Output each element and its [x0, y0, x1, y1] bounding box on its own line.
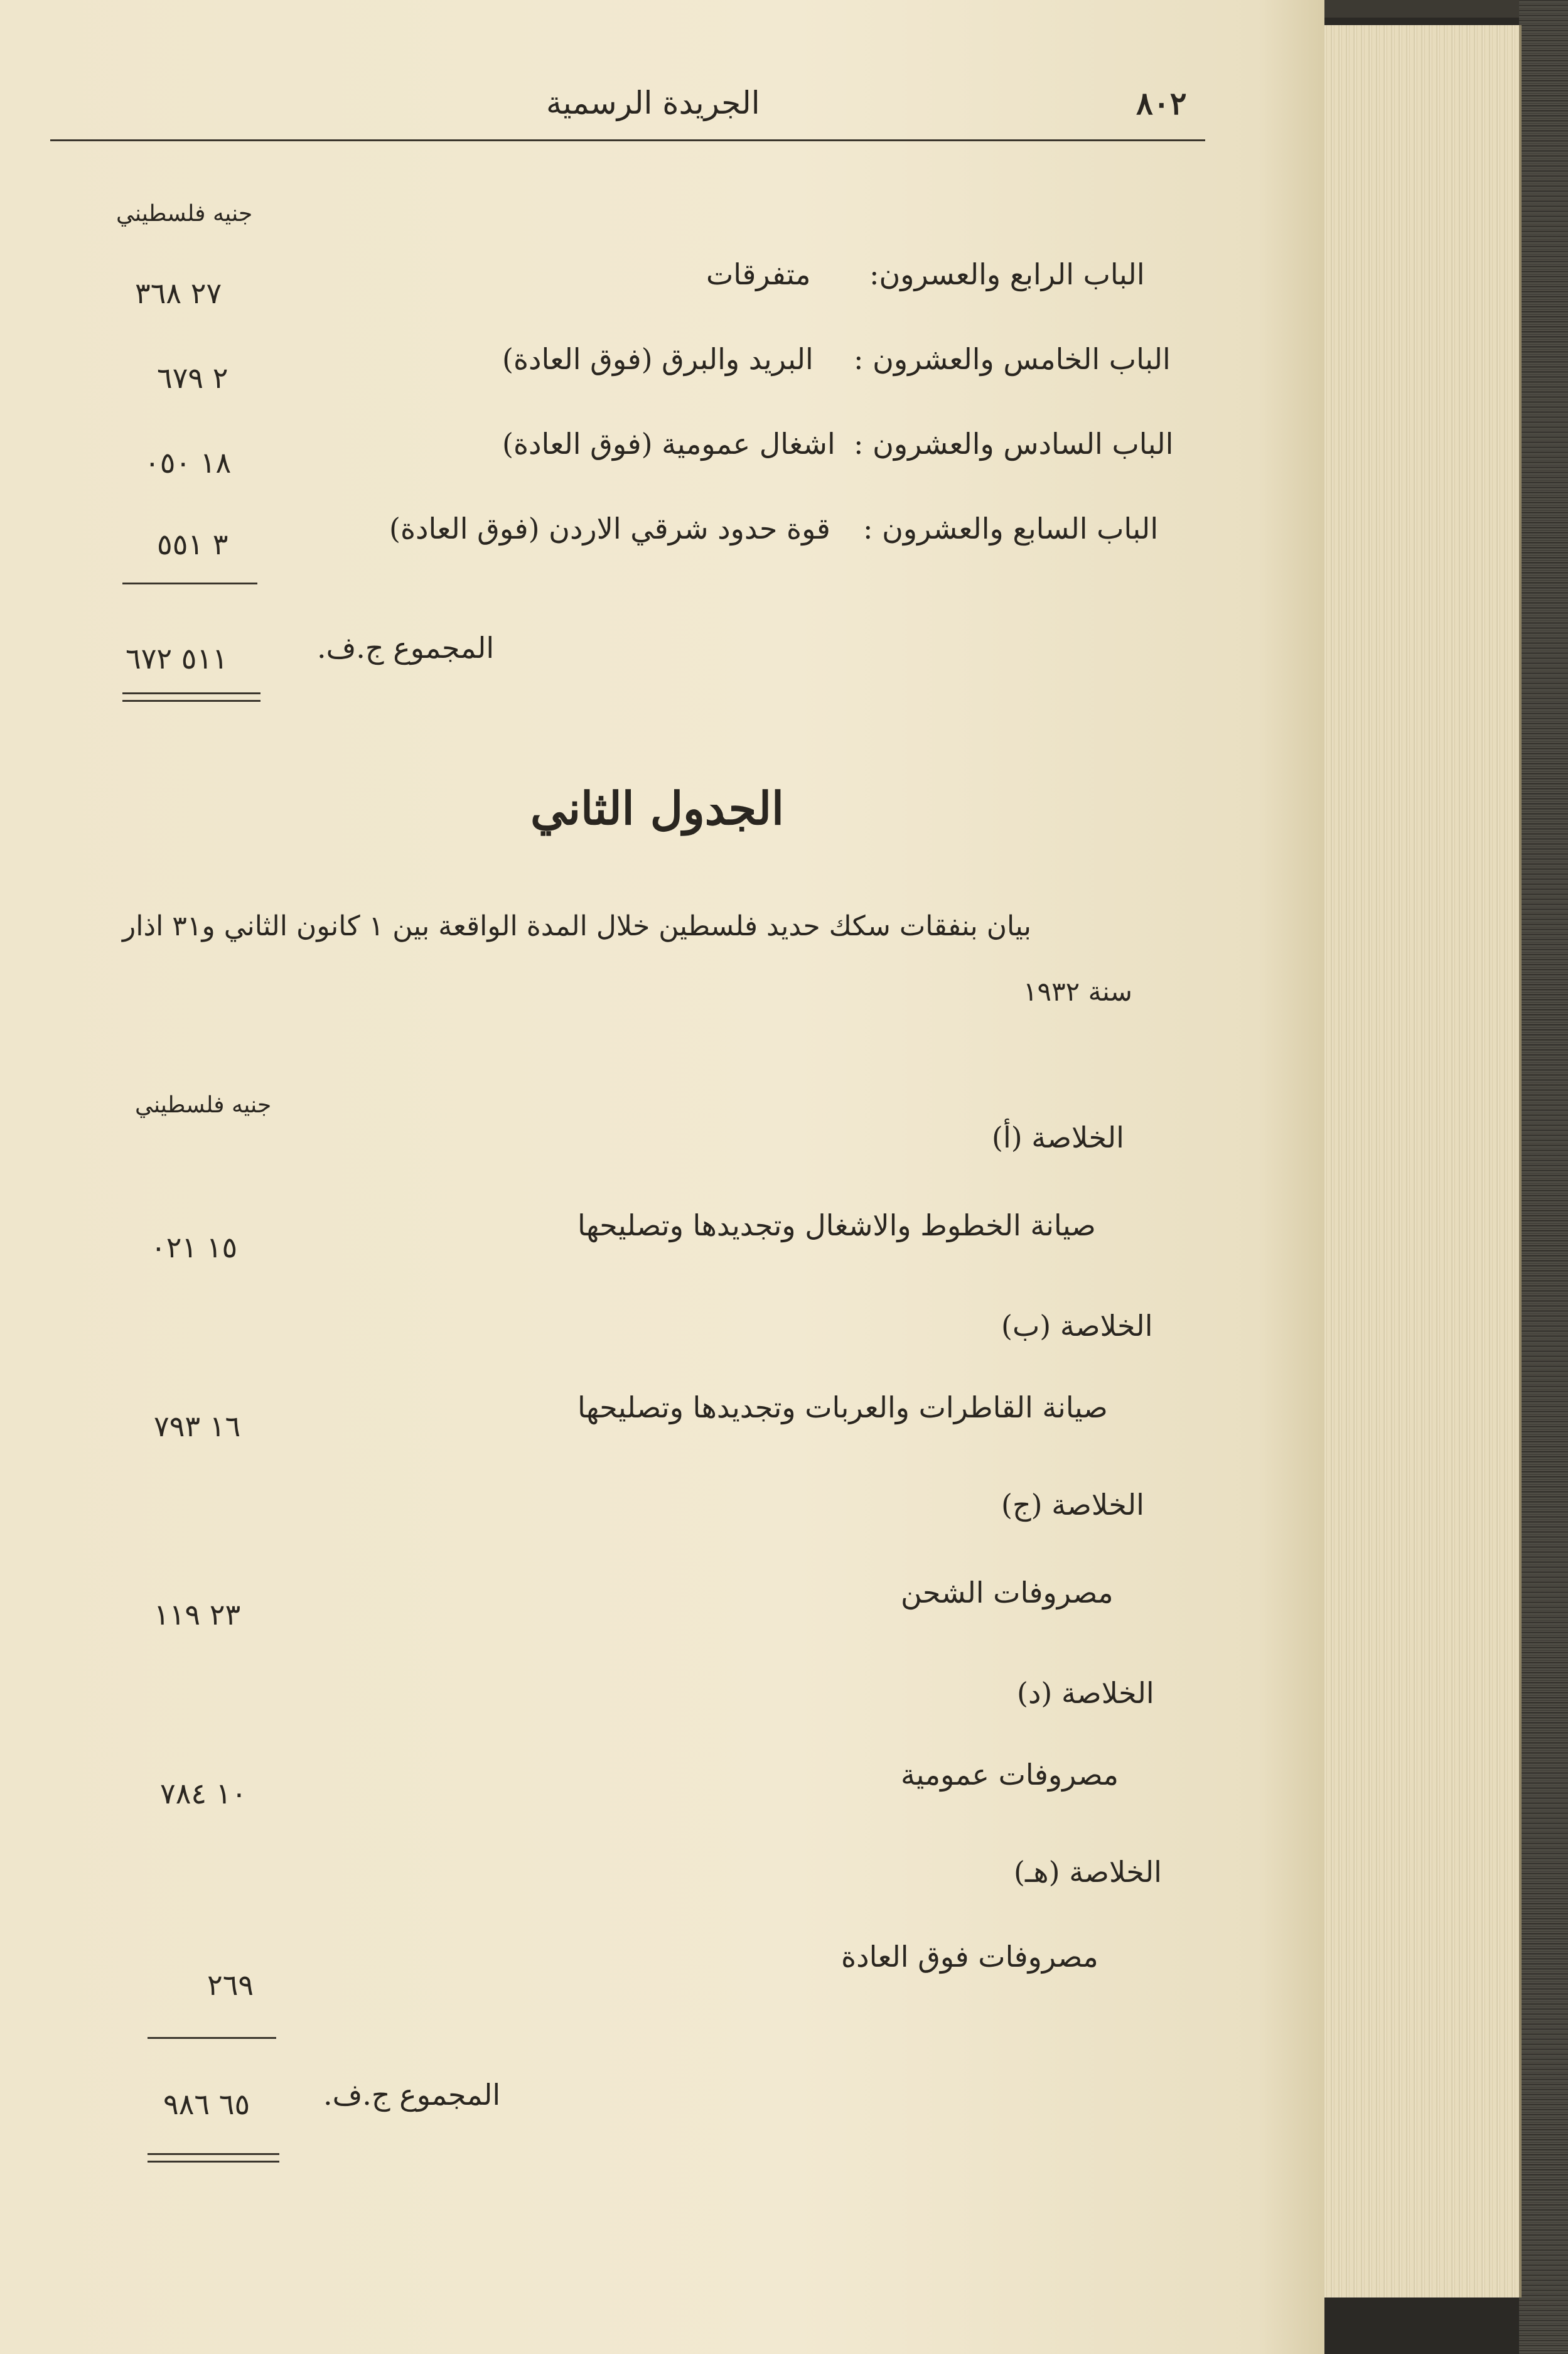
description-line: سنة ١٩٣٢ — [1023, 976, 1132, 1007]
summary-heading: الخلاصة (ج) — [1001, 1488, 1144, 1522]
summary-amount: ١٦ ٧٩٣ — [154, 1409, 241, 1443]
table-row-item: متفرقات — [706, 257, 811, 291]
total-double-rule — [148, 2153, 279, 2155]
summary-item: مصروفات عمومية — [901, 1758, 1119, 1792]
book-cover-edge — [1519, 0, 1568, 2354]
description-line: بيان بنفقات سكك حديد فلسطين خلال المدة الواقعة بين ١ كانون الثاني و٣١ اذار — [122, 910, 1031, 942]
total-value: ٦٥ ٩٨٦ — [163, 2087, 250, 2121]
summary-amount: ١٠ ٧٨٤ — [160, 1776, 247, 1810]
table-row-chapter: الباب السابع والعشرون : — [863, 512, 1159, 546]
summary-item: صيانة القاطرات والعربات وتجديدها وتصليحها — [577, 1390, 1108, 1424]
table-row-item: اشغال عمومية (فوق العادة) — [502, 427, 835, 461]
subtotal-rule — [122, 583, 257, 584]
summary-amount: ٢٦٩ — [207, 1968, 254, 2002]
total-double-rule — [122, 692, 260, 694]
subtotal-rule — [148, 2037, 276, 2039]
summary-item: مصروفات فوق العادة — [841, 1940, 1098, 1974]
table-row-amount: ٢٧ ٣٦٨ — [135, 276, 222, 310]
total-label: المجموع ج.ف. — [323, 2078, 501, 2112]
table-row-chapter: الباب الرابع والعسرون: — [869, 257, 1145, 291]
total-label: المجموع ج.ف. — [317, 631, 495, 665]
summary-heading: الخلاصة (د) — [1017, 1676, 1154, 1710]
total-double-rule — [148, 2161, 279, 2163]
summary-item: مصروفات الشحن — [901, 1576, 1114, 1610]
table-row-amount: ٢ ٦٧٩ — [157, 361, 228, 395]
table-row-chapter: الباب الخامس والعشرون : — [854, 342, 1171, 376]
table-row-chapter: الباب السادس والعشرون : — [854, 427, 1174, 461]
summary-amount: ٢٣ ١١٩ — [154, 1598, 241, 1631]
page-number: ٨٠٢ — [1136, 85, 1187, 122]
header-rule — [50, 139, 1205, 141]
page-stack-edges — [1312, 25, 1522, 2298]
summary-amount: ١٥ ٠٢١ — [151, 1230, 238, 1264]
summary-heading: الخلاصة (ب) — [1001, 1309, 1153, 1343]
currency-label: جنيه فلسطيني — [135, 1092, 272, 1118]
table-row-amount: ٣ ٥٥١ — [157, 527, 228, 561]
table-row-item: البريد والبرق (فوق العادة) — [502, 342, 814, 376]
table-row-item: قوة حدود شرقي الاردن (فوق العادة) — [389, 512, 830, 546]
table-row-amount: ١٨ ٠٥٠ — [144, 446, 232, 480]
total-double-rule — [122, 700, 260, 702]
section-title: الجدول الثاني — [530, 782, 785, 835]
summary-item: صيانة الخطوط والاشغال وتجديدها وتصليحها — [577, 1208, 1096, 1242]
currency-label: جنيه فلسطيني — [116, 201, 253, 227]
total-value: ٥١١ ٦٧٢ — [126, 642, 228, 675]
summary-heading: الخلاصة (هـ) — [1014, 1855, 1162, 1889]
page-header-title: الجريدة الرسمية — [546, 85, 760, 121]
summary-heading: الخلاصة (أ) — [992, 1121, 1124, 1154]
